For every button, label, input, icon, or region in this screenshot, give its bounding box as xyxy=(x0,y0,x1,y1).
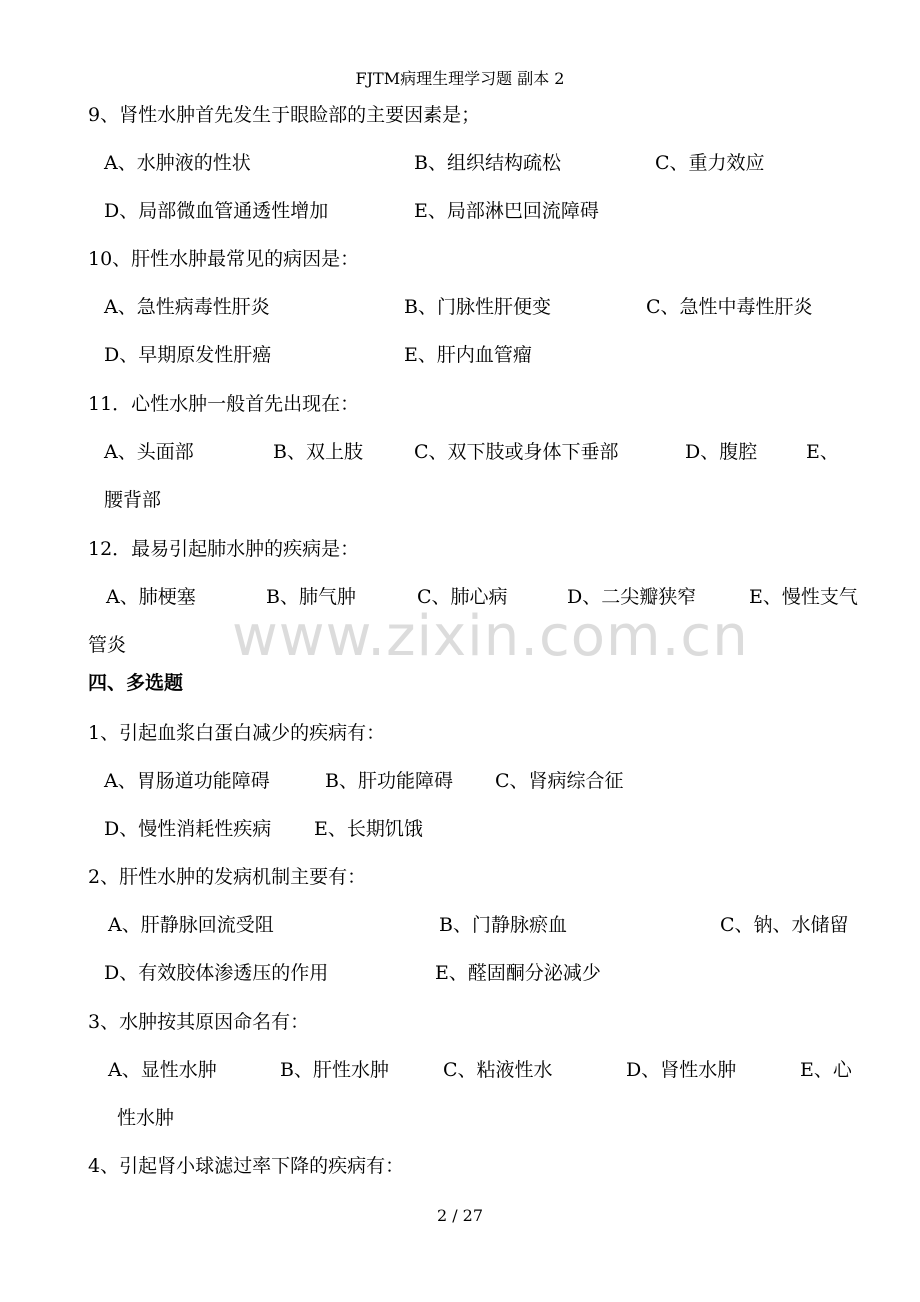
m1-option-b: B、肝功能障碍 xyxy=(325,770,453,792)
q11-option-a: A、头面部 xyxy=(104,441,194,463)
multi-question-2-stem: 2、肝性水肿的发病机制主要有： xyxy=(88,866,367,888)
m2-option-b: B、门静脉瘀血 xyxy=(439,914,567,936)
m2-option-c: C、钠、水储留 xyxy=(720,914,849,936)
q10-option-e: E、肝内血管瘤 xyxy=(404,344,532,366)
q9-option-b: B、组织结构疏松 xyxy=(414,152,561,174)
q9-option-d: D、局部微血管通透性增加 xyxy=(104,200,329,222)
m3-option-e: E、心 xyxy=(800,1059,852,1081)
multi-question-4-stem: 4、引起肾小球滤过率下降的疾病有： xyxy=(88,1155,405,1177)
m3-option-d: D、肾性水肿 xyxy=(626,1059,737,1081)
question-10-stem: 10、肝性水肿最常见的病因是： xyxy=(88,248,360,270)
q10-option-a: A、急性病毒性肝炎 xyxy=(104,296,270,318)
q12-option-e-continued: 管炎 xyxy=(88,634,127,656)
q10-option-d: D、早期原发性肝癌 xyxy=(104,344,272,366)
q10-option-c: C、急性中毒性肝炎 xyxy=(646,296,813,318)
q11-option-e-continued: 腰背部 xyxy=(104,489,162,511)
m1-option-d: D、慢性消耗性疾病 xyxy=(104,818,272,840)
page-header: FJTM病理生理学习题 副本 2 xyxy=(355,69,565,88)
m2-option-d: D、有效胶体渗透压的作用 xyxy=(104,962,329,984)
q12-option-a: A、肺梗塞 xyxy=(106,586,196,608)
m1-option-a: A、胃肠道功能障碍 xyxy=(104,770,270,792)
q12-option-d: D、二尖瓣狭窄 xyxy=(567,586,697,608)
multi-question-1-stem: 1、引起血浆白蛋白减少的疾病有： xyxy=(88,722,386,744)
m1-option-c: C、肾病综合征 xyxy=(495,770,624,792)
q11-option-d: D、腹腔 xyxy=(685,441,758,463)
question-9-stem: 9、肾性水肿首先发生于眼睑部的主要因素是； xyxy=(88,104,481,126)
q11-option-e: E、 xyxy=(806,441,839,463)
page-number: 2 / 27 xyxy=(436,1206,484,1225)
m3-option-c: C、粘液性水 xyxy=(443,1059,553,1081)
m3-option-a: A、显性水肿 xyxy=(108,1059,217,1081)
question-11-stem: 11．心性水肿一般首先出现在： xyxy=(88,393,360,415)
q9-option-e: E、局部淋巴回流障碍 xyxy=(414,200,599,222)
watermark: www.zixin.com.cn xyxy=(232,604,749,669)
question-12-stem: 12．最易引起肺水肿的疾病是： xyxy=(88,538,360,560)
m3-option-e-continued: 性水肿 xyxy=(117,1107,175,1129)
q12-option-e: E、慢性支气 xyxy=(749,586,858,608)
m2-option-e: E、醛固酮分泌减少 xyxy=(435,962,601,984)
q12-option-c: C、肺心病 xyxy=(417,586,508,608)
multi-question-3-stem: 3、水肿按其原因命名有： xyxy=(88,1011,310,1033)
m3-option-b: B、肝性水肿 xyxy=(280,1059,389,1081)
q9-option-a: A、水肿液的性状 xyxy=(104,152,251,174)
m1-option-e: E、长期饥饿 xyxy=(314,818,423,840)
q9-option-c: C、重力效应 xyxy=(655,152,765,174)
section-heading: 四、多选题 xyxy=(88,672,184,694)
q10-option-b: B、门脉性肝便变 xyxy=(404,296,551,318)
q12-option-b: B、肺气肿 xyxy=(266,586,356,608)
m2-option-a: A、肝静脉回流受阻 xyxy=(108,914,274,936)
q11-option-b: B、双上肢 xyxy=(273,441,363,463)
q11-option-c: C、双下肢或身体下垂部 xyxy=(414,441,619,463)
